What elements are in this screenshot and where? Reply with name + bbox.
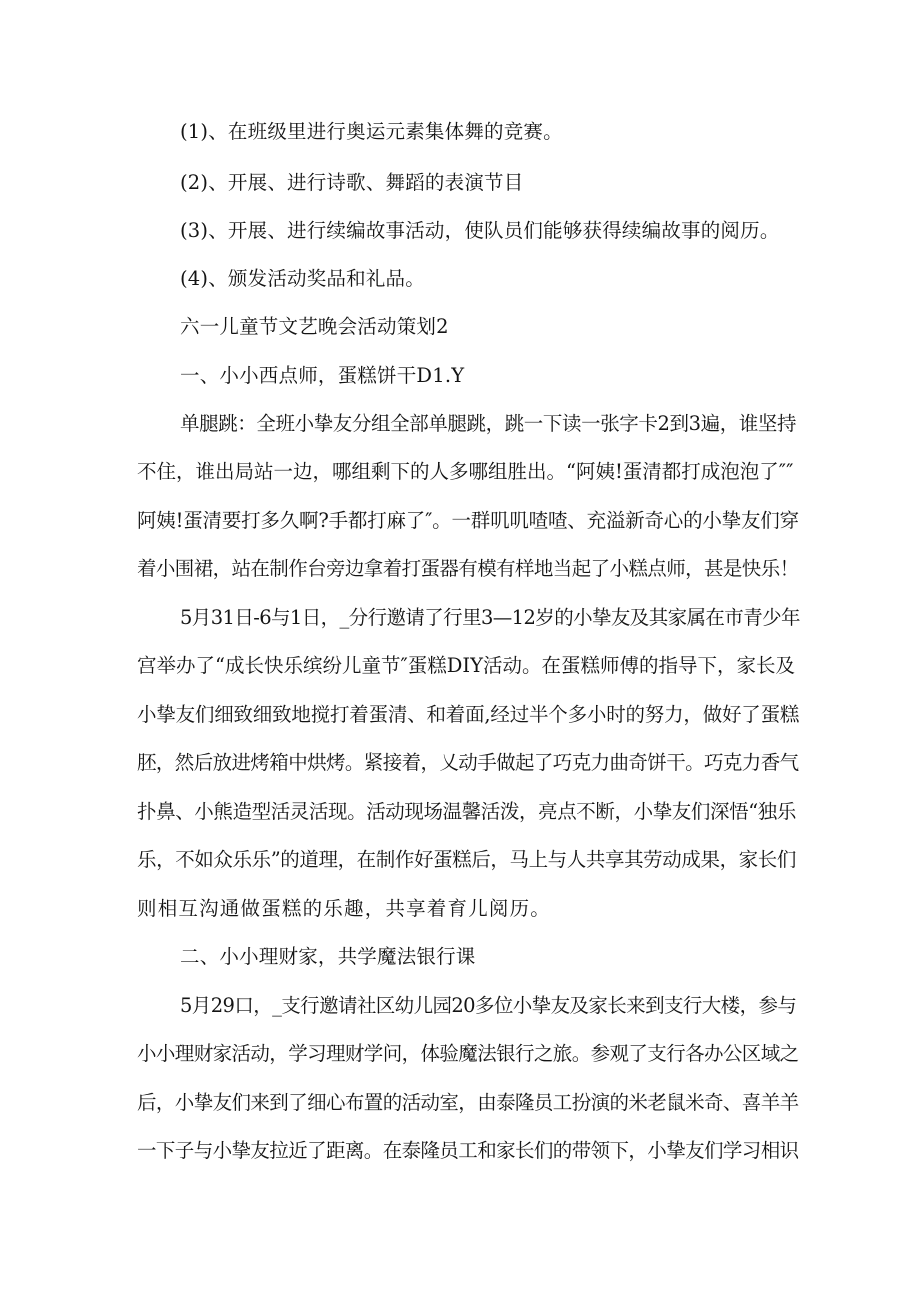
- paragraph-3-line-2: 小小理财家活动，学习理财学问，体验魔法银行之旅。参观了支行各办公区域之: [137, 1042, 799, 1065]
- paragraph-1-line-4: 着小围裙，站在制作台旁边拿着打蛋器有模有样地当起了小糕点师，甚是快乐！: [137, 557, 799, 580]
- paragraph-1-line-2: 不住，谁出局站一边，哪组剩下的人多哪组胜出。“阿姨!蛋清都打成泡泡了″″: [137, 460, 794, 483]
- paragraph-2-line-4: 胚，然后放进烤箱中烘烤。紧接着，乂动手做起了巧克力曲奇饼干。巧克力香气: [137, 751, 799, 774]
- list-item-3: (3)、开展、进行续编故事活动，使队员们能够获得续编故事的阅历。: [180, 219, 780, 242]
- list-item-4: (4)、颁发活动奖品和礼品。: [180, 267, 425, 290]
- paragraph-2-line-5: 扑鼻、小熊造型活灵活现。活动现场温馨活泼，亮点不断，小挚友们深悟“独乐: [137, 800, 796, 823]
- paragraph-3-line-4: 一下子与小挚友拉近了距离。在泰隆员工和家长们的带领下，小挚友们学习相识: [137, 1139, 799, 1162]
- list-item-1: (1)、在班级里进行奥运元素集体舞的竞赛。: [180, 120, 563, 143]
- paragraph-1-line-1: 单腿跳：全班小挚友分组全部单腿跳，跳一下读一张字卡2到3遍，谁坚持: [180, 412, 797, 435]
- paragraph-2-line-1: 5月31日-6与1日，_分行邀请了行里3—12岁的小挚友及其家属在市青少年: [180, 606, 800, 629]
- section-title: 六一儿童节文艺晚会活动策划2: [180, 315, 449, 338]
- list-item-2: (2)、开展、进行诗歌、舞蹈的表演节目: [180, 171, 524, 194]
- heading-little-financier: 二、小小理财家，共学魔法银行课: [180, 945, 476, 968]
- paragraph-2-line-7: 则相互沟通做蛋糕的乐趣，共享着育儿阅历。: [137, 897, 552, 920]
- paragraph-3-line-3: 后，小挚友们来到了细心布置的活动室，由泰隆员工扮演的米老鼠米奇、喜羊羊: [137, 1091, 799, 1114]
- heading-western-pastry: 一、小小西点师，蛋糕饼干D1.Y: [180, 364, 465, 387]
- paragraph-2-line-6: 乐，不如众乐乐”的道理，在制作好蛋糕后，马上与人共享其劳动成果，家长们: [137, 848, 796, 871]
- paragraph-2-line-3: 小挚友们细致细致地搅打着蛋清、和着面,经过半个多小时的努力，做好了蛋糕: [137, 703, 800, 726]
- paragraph-1-line-3: 阿姨!蛋清要打多久啊?手都打麻了″。一群叽叽喳喳、充溢新奇心的小挚友们穿: [137, 509, 799, 532]
- paragraph-2-line-2: 宫举办了“成长快乐缤纷儿童节″蛋糕DIY活动。在蛋糕师傅的指导下，家长及: [137, 654, 795, 677]
- paragraph-3-line-1: 5月29口，_支行邀请社区幼儿园20多位小挚友及家长来到支行大楼，参与: [180, 994, 797, 1017]
